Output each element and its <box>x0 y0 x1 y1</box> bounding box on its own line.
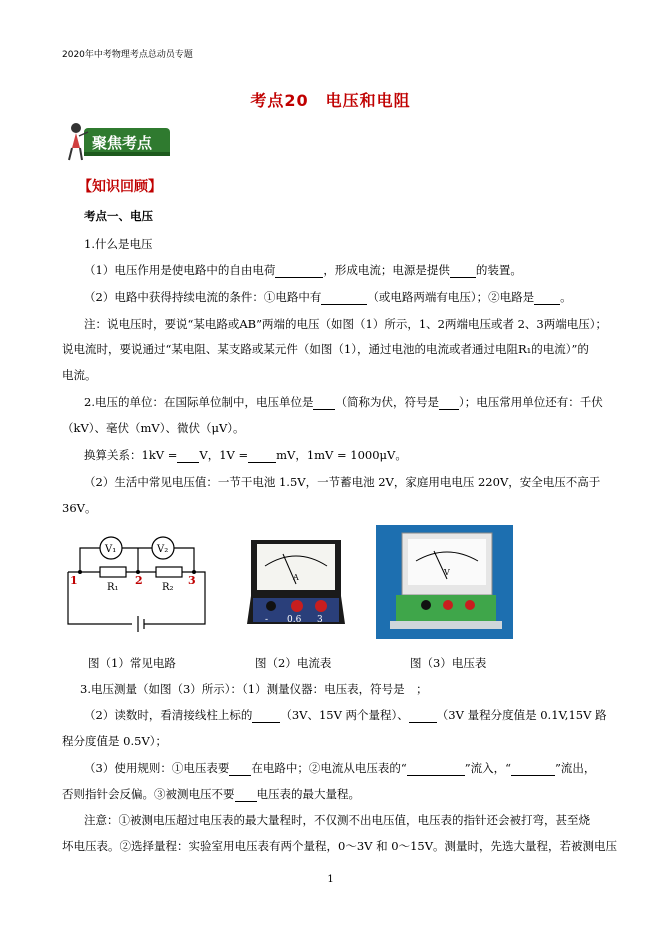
v1-label: V₁ <box>105 544 117 555</box>
para-11 <box>62 500 96 516</box>
para-3 <box>84 289 572 305</box>
caption-fig1: 图（1）常见电路 <box>88 656 176 670</box>
figure-voltmeter <box>376 525 513 643</box>
page-number: 1 <box>327 874 334 885</box>
text: 否则指针会反偏。③被测电压不要 <box>62 787 235 801</box>
blank <box>177 449 199 463</box>
blank <box>534 291 560 305</box>
text: 36V。 <box>62 501 97 515</box>
text: （1）电压作用是使电路中的自由电荷 <box>84 263 276 277</box>
text: （3V 量程分度值是 0.1V,15V 路 <box>436 708 607 722</box>
page-title: 考点20 电压和电阻 <box>250 91 411 110</box>
para-18 <box>62 838 617 854</box>
v2-label: V₂ <box>157 544 169 555</box>
text: V，1V = <box>199 448 249 462</box>
text: （3V、15V 两个量程）、 <box>280 708 409 722</box>
blank <box>409 709 437 723</box>
text: （kV）、毫伏（mV）、微伏（μV）。 <box>62 421 245 435</box>
para-10 <box>84 474 600 490</box>
subsection-heading: 考点一、电压 <box>84 209 153 223</box>
text: 电流。 <box>62 368 97 382</box>
text: 2.电压的单位：在国际单位制中，电压单位是 <box>84 395 314 409</box>
figure-ammeter <box>247 536 345 632</box>
text: 换算关系：1kV = <box>84 448 178 462</box>
para-1 <box>84 236 152 252</box>
text: （3）使用规则：①电压表要 <box>84 761 230 775</box>
text: 程分度值是 0.5V）； <box>62 734 167 748</box>
text: （简称为伏，符号是 <box>335 395 439 409</box>
blank <box>252 709 280 723</box>
text: ”流入，“ <box>464 761 511 775</box>
text: 3.电压测量（如图（3）所示）：（1）测量仪器：电压表，符号是 ； <box>80 682 428 696</box>
para-5 <box>62 341 589 357</box>
para-8 <box>62 420 245 436</box>
caption-fig2: 图（2）电流表 <box>255 656 332 670</box>
caption-fig3: 图（3）电压表 <box>410 656 487 670</box>
blank <box>235 788 257 802</box>
text: （2）电路中获得持续电流的条件：①电路中有 <box>84 290 322 304</box>
text: 说电流时，要说通过“某电阻、某支路或某元件（如图（1），通过电池的电流或者通过电阻R₁的电流）”的 <box>62 342 589 356</box>
blank <box>229 762 251 776</box>
para-13 <box>84 707 607 723</box>
para-7 <box>84 394 603 410</box>
para-2 <box>84 262 522 278</box>
text: 注：说电压时，要说“某电路或AB”两端的电压（如图（1）所示，1、2两端电压或者 2、3两端电压）； <box>84 317 607 331</box>
para-17 <box>84 812 590 828</box>
badge-graphic <box>62 118 170 162</box>
blank <box>275 264 323 278</box>
blank <box>313 396 335 410</box>
node-3: 3 <box>188 574 196 587</box>
text: 坏电压表。②选择量程：实验室用电压表有两个量程，0～3V 和 0～15V。测量时，先选大量程，若被测电压 <box>62 839 617 853</box>
blank <box>407 762 465 776</box>
r1-label: R₁ <box>107 582 119 593</box>
voltmeter-unit: V <box>444 568 450 577</box>
para-16 <box>62 786 360 802</box>
text: mV，1mV = 1000μV。 <box>276 448 407 462</box>
text: 注意：①被测电压超过电压表的最大量程时，不仅测不出电压值，电压表的指针还会被打弯，甚至烧 <box>84 813 590 827</box>
focus-badge <box>62 118 170 162</box>
ammeter-image <box>247 536 345 628</box>
figure-circuit <box>60 528 210 642</box>
text: （2）生活中常见电压值：一节干电池 1.5V，一节蓄电池 2V，家庭用电电压 220V，安全电压不高于 <box>84 475 601 489</box>
para-6 <box>62 367 97 383</box>
blank <box>248 449 276 463</box>
para-15 <box>84 760 595 776</box>
terminal-neg: - <box>265 615 269 625</box>
blank <box>450 264 476 278</box>
blank <box>321 291 367 305</box>
text: ，形成电流；电源是提供 <box>323 263 450 277</box>
running-header: 2020年中考物理考点总动员专题 <box>62 50 193 60</box>
text: 的装置。 <box>475 263 522 277</box>
text: 电压表的最大量程。 <box>256 787 360 801</box>
voltmeter-image <box>376 525 513 639</box>
terminal-0-6: 0.6 <box>287 615 302 625</box>
para-14 <box>62 733 167 749</box>
blank <box>511 762 555 776</box>
ammeter-unit: A <box>293 573 299 582</box>
section-heading: 【知识回顾】 <box>78 179 162 195</box>
node-2: 2 <box>135 574 143 587</box>
text: ”流出， <box>554 761 596 775</box>
node-1: 1 <box>70 574 78 587</box>
para-9 <box>84 447 407 463</box>
text: 。 <box>560 290 572 304</box>
blank <box>439 396 459 410</box>
para-4 <box>84 316 607 332</box>
text: 1.什么是电压 <box>84 237 153 251</box>
text: （或电路两端有电压）；②电路是 <box>367 290 535 304</box>
terminal-3: 3 <box>317 615 323 625</box>
text: ）；电压常用单位还有：千伏 <box>458 395 603 409</box>
r2-label: R₂ <box>162 582 174 593</box>
badge-text: 聚焦考点 <box>92 134 153 152</box>
circuit-diagram <box>60 528 210 638</box>
para-12 <box>80 681 428 697</box>
text: （2）读数时，看清接线柱上标的 <box>84 708 253 722</box>
text: 在电路中；②电流从电压表的“ <box>251 761 407 775</box>
